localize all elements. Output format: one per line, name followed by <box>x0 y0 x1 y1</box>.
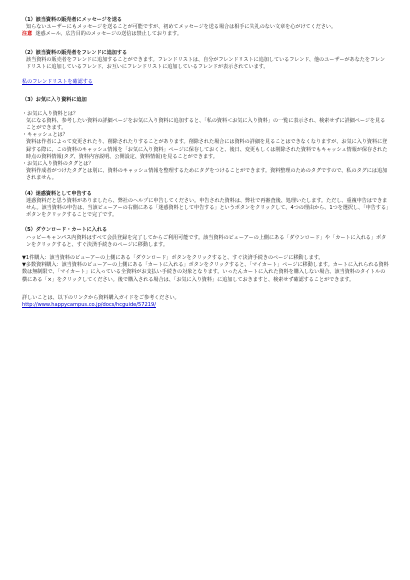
section5-heading: （5）ダウンロード・カートに入れる <box>22 227 108 234</box>
content <box>22 17 390 309</box>
cache-question: ・キャッシュとは？ <box>22 132 68 139</box>
favorites-question: ・お気に入り資料とは？ <box>22 110 79 117</box>
tag-question: ・お気に入り資料のタグとは？ <box>22 161 94 168</box>
section1-note <box>22 31 390 38</box>
section1-heading: （1）該当資料の販売者にメッセージを送る <box>22 17 123 23</box>
favorites-answer: 気になる資料、参考したい資料の詳細ページをお気に入り資料に追加すると、「私の資料＜お気に入り資料」の一覧に表示され、検索せずに詳細ページを見ることができます。 <box>26 117 386 132</box>
section2-heading: （2）該当資料の販売者をフレンドに追加する <box>22 49 128 56</box>
section1-body: 知らないユーザーにもメッセージを送ることが可能ですが、初めてメッセージを送る場合は相手に失礼のない文章を心がけてください。 <box>26 24 337 31</box>
note-text: 迷惑メール、広告目的のメッセージの送信は禁止しております。 <box>35 31 182 38</box>
note-label: 注意 <box>22 31 33 38</box>
single-purchase-item: ▼1件購入：該当資料のビューアーの上側にある「ダウンロード」ボタンをクリックすると、すぐ決済手続きのページに移動します。 <box>22 255 324 262</box>
tag-answer: 資料作成者がつけたタグとは別に、資料のキャッシュ情報を整理するためにタグをつけることができます。資料整理のためのタグですので、私のタグには追加されません。 <box>26 168 388 182</box>
guide-url-link[interactable]: http://www.happycampus.co.jp/docs/hcguide/57219/ <box>22 302 156 309</box>
friend-list-link[interactable]: 私のフレンドリストを確認する <box>22 79 93 86</box>
section3-heading: （3）お気に入り資料に追加 <box>22 97 87 104</box>
cache-answer: 資料は作者によって変更されたり、削除されたりすることがあります。削除された場合には資料の詳細を見ることはできなくなりますが、お気に入り資料に登録する際に、この資料のキャッシュ情報を「お気に入り資料」ページに保存しておくと、後日、変更もしくは削除された資料でもキャッシュ情報が保存された時点の資料情報(タグ、資料内容説明、公開設定、資料情報)を見ることができます。 <box>26 139 388 160</box>
section4-heading: （4）迷惑資料として申告する <box>22 190 92 197</box>
section2-body: 該当資料の販売者をフレンドに追加することができます。フレンドリストは、自分がフレンドリストに追加しているフレンド、他のユーザーがあなたをフレンドリストに追加しているフレンド、お互いにフレンドリストに追加しているフレンドが表示されています。 <box>26 56 385 71</box>
section4-body: 迷惑資料だと思う資料がありましたら、弊社のヘルプに申告してください。申告された資料は、弊社で再審査後、処理いたします。ただし、重複申告はできません。該当資料の申告は、当該ビューアーの右側にある「迷惑資料として申告する」というボタンをクリックして、4つの理由から、1つを選択し、「申告する」ボタンをクリックすることで完了です。 <box>26 197 389 219</box>
multi-purchase-item: ▼多数資料購入：該当資料のビューアーの上側にある「カートに入れる」ボタンをクリックすると、「マイカート」ページに移動します。カートに入れられる資料数は無制限で、「マイカート」に入っている全資料がお支払い手続きの対象となります。いったんカートに入れた資料を購入しない場合、該当資料のタイトルの横にある「×」をクリックしてください。後で購入される場合は、「お気に入り資料」に追加しておきますと、検索せず確認することができます。 <box>22 262 389 283</box>
footer-text: 詳しいことは、以下のリンクから資料購入ガイドをご参考ください。 <box>22 294 180 301</box>
section5-body: ハッピーキャンパス内資料はすべて会員登録を完了してからご利用可能です。該当資料のビューアーの上側にある「ダウンロード」や「カートに入れる」ボタンをクリックすると、すぐ決済手続きのページに移動します。 <box>26 234 387 248</box>
